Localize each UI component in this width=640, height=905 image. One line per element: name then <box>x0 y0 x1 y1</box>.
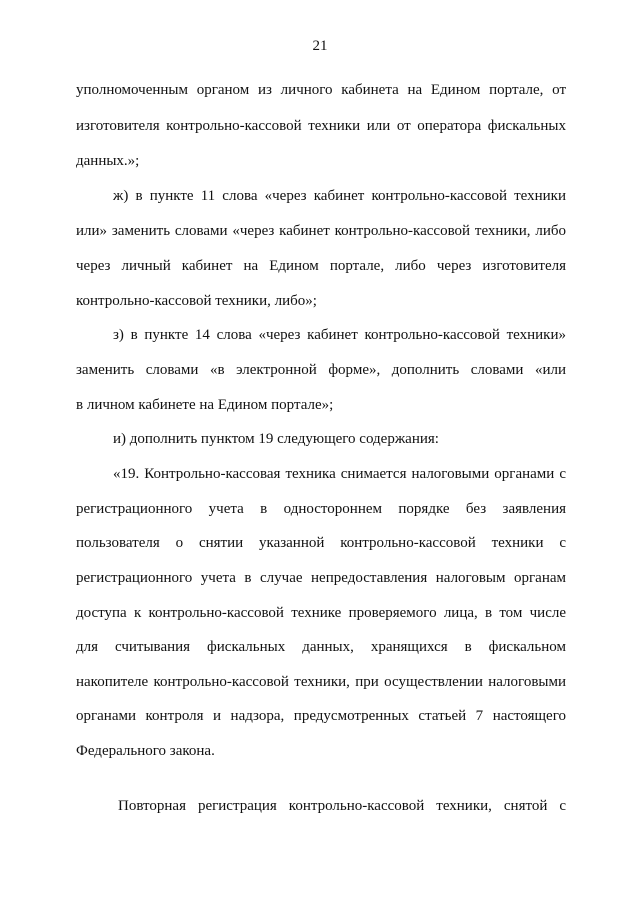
text-line-4: ж) в пункте 11 слова «через кабинет контрольно-кассовой техники <box>113 188 566 204</box>
text-line-10: в личном кабинете на Едином портале»; <box>76 397 334 413</box>
text-line-20: Федерального закона. <box>76 743 215 759</box>
text-line-12: «19. Контрольно-кассовая техника снимается налоговыми органами с <box>113 466 566 482</box>
text-line-1: уполномоченным органом из личного кабинета на Едином портале, от <box>76 82 566 98</box>
text-line-6: через личный кабинет на Едином портале, либо через изготовителя <box>76 258 566 274</box>
text-line-19: органами контроля и надзора, предусмотренных статьей 7 настоящего <box>76 708 566 724</box>
text-line-16: доступа к контрольно-кассовой технике проверяемого лица, в том числе <box>76 605 566 621</box>
text-line-14: пользователя о снятии указанной контрольно-кассовой техники с <box>76 535 566 551</box>
page-number: 21 <box>312 38 328 54</box>
text-line-17: для считывания фискальных данных, хранящихся в фискальном <box>76 639 566 655</box>
text-line-2: изготовителя контрольно-кассовой техники или от оператора фискальных <box>76 118 566 134</box>
text-line-18: накопителе контрольно-кассовой техники, при осуществлении налоговыми <box>76 674 566 690</box>
text-line-5: или» заменить словами «через кабинет контрольно-кассовой техники, либо <box>76 223 566 239</box>
text-line-8: з) в пункте 14 слова «через кабинет контрольно-кассовой техники» <box>113 327 566 343</box>
text-line-7: контрольно-кассовой техники, либо»; <box>76 293 317 309</box>
text-line-9: заменить словами «в электронной форме», дополнить словами «или <box>76 362 566 378</box>
text-line-13: регистрационного учета в одностороннем порядке без заявления <box>76 501 566 517</box>
text-line-11: и) дополнить пунктом 19 следующего содержания: <box>113 431 439 447</box>
text-line-15: регистрационного учета в случае непредоставления налоговым органам <box>76 570 566 586</box>
text-line-21: Повторная регистрация контрольно-кассовой техники, снятой с <box>118 798 566 814</box>
text-line-3: данных.»; <box>76 153 140 169</box>
